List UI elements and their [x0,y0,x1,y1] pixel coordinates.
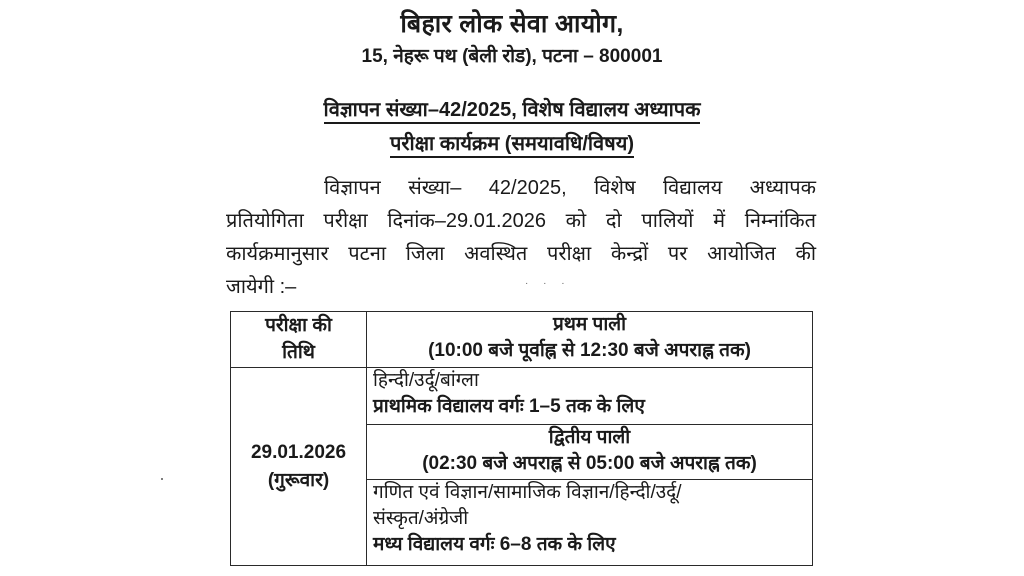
first-shift-time: (10:00 बजे पूर्वाह्न से 12:30 बजे अपराह्न तक) [428,340,751,361]
second-shift-subject-list-line-2: संस्कृत/अंग्रेजी [373,508,469,529]
date-column-header [231,312,367,368]
second-shift-name: द्वितीय पाली [548,427,631,448]
first-shift-subject-list: हिन्दी/उर्दू/बांग्ला [373,370,479,391]
notice-title-line-2 [0,129,1024,156]
paragraph-line-1: विज्ञापन संख्या– 42/2025, विशेष विद्यालय अध्यापक [324,177,816,199]
second-shift-class-info: मध्य विद्यालय वर्गः 6–8 तक के लिए [373,534,616,555]
notice-title-line-1-text: विज्ञापन संख्या–42/2025, विशेष विद्यालय अध्यापक [324,99,701,124]
notice-title-line-2-text: परीक्षा कार्यक्रम (समयावधि/विषय) [390,133,634,158]
paragraph-line-3: कार्यक्रमानुसार पटना जिला अवस्थित परीक्षा केन्द्रों पर आयोजित की [226,243,816,265]
scan-artifact-dot [161,478,163,480]
second-shift-header [367,425,813,480]
second-shift-subjects [367,480,813,566]
organization-name: बिहार लोक सेवा आयोग, [400,10,624,38]
exam-day: (गुरूवार) [267,469,330,491]
table-row [231,368,813,425]
date-header-line-2: तिथि [282,342,315,363]
notice-title-line-1 [0,95,1024,122]
scan-artifact-dots: · · · [525,278,571,289]
exam-date-cell [231,368,367,566]
organization-address: 15, नेहरू पथ (बेली रोड), पटना – 800001 [361,46,663,67]
first-shift-name: प्रथम पाली [552,314,627,335]
paragraph-line-2: प्रतियोगिता परीक्षा दिनांक–29.01.2026 को दो पालियों में निम्नांकित [226,210,816,232]
second-shift-subject-list-line-1: गणित एवं विज्ञान/सामाजिक विज्ञान/हिन्दी/उर्दू/ [373,482,682,503]
date-header-line-1: परीक्षा की [265,315,332,336]
first-shift-subjects [367,368,813,425]
notice-paragraph [226,172,816,304]
second-shift-time: (02:30 बजे अपराह्न से 05:00 बजे अपराह्न तक) [422,453,757,474]
table-header-row [231,312,813,368]
exam-date: 29.01.2026 [250,441,347,463]
first-shift-class-info: प्राथमिक विद्यालय वर्गः 1–5 तक के लिए [373,396,645,417]
exam-schedule-table [230,311,813,566]
paragraph-line-4: जायेगी :– [226,276,297,298]
first-shift-header [367,312,813,368]
